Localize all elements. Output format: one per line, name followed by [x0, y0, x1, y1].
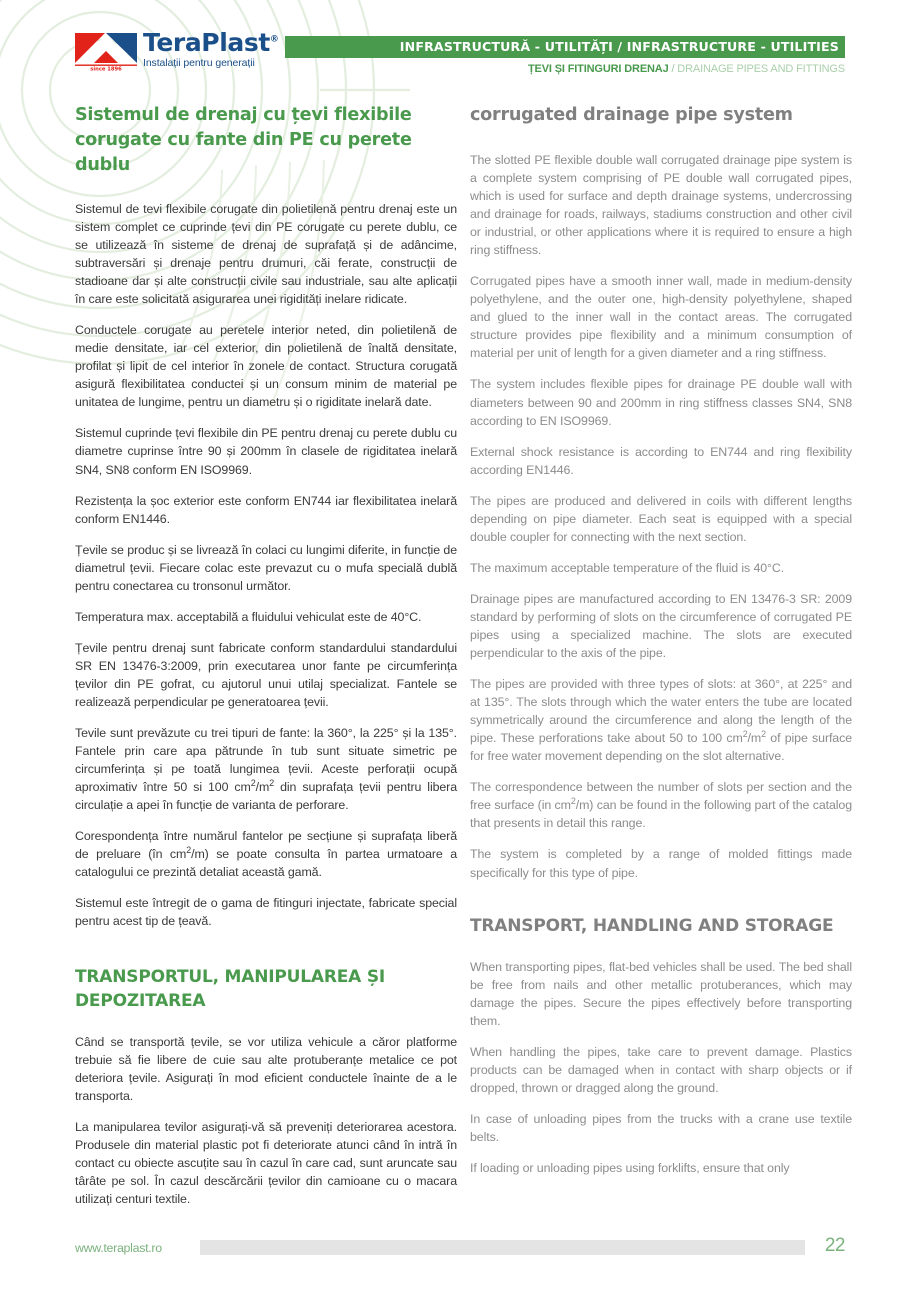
paragraph: Când se transportă țevile, se vor utiliza vehicule a căror platforme trebuie să fie libere de cuie sau alte protuberanțe metalice ce pot deteriora țevile. Asigurați în mod eficient conductele înainte de a le transporta. — [75, 1034, 457, 1103]
paragraph: Țevile se produc și se livrează în colaci cu lungimi diferite, in funcție de diametrul țevii. Fiecare colac este prevazut cu o mufa specială dublă pentru conectarea cu tronsonul următor. — [75, 542, 457, 593]
section-title-transport-ro: TRANSPORTUL, MANIPULAREA ȘI DEPOZITAREA — [75, 966, 385, 1011]
paragraph: Țevile pentru drenaj sunt fabricate conform standardului standardului SR EN 13476-3:2009, prin executarea unor fante pe circumferința țevilor din PE gofrat, cu ajutorul unui utilaj specializat. Fantele se realizează perpendicular pe generatoarea țevii. — [75, 640, 457, 709]
header-subtitle-en: DRAINAGE PIPES AND FITTINGS — [677, 63, 845, 75]
right-section-paragraphs — [470, 958, 852, 1177]
paragraph: Corespondența între numărul fantelor pe secțiune și suprafața liberă de preluare (în $cm^2/m$) se poate consulta în partea urmatoare a catalogului ce prezintă detaliat această gamă. — [75, 829, 458, 880]
paragraph: Temperatura max. acceptabilă a fluidului vehiculat este de 40°C. — [75, 609, 422, 624]
paragraph: Rezistența la șoc exterior este conform EN744 iar flexibilitatea inelară conform EN1446. — [75, 493, 457, 526]
right-body-paragraphs — [470, 151, 852, 882]
header-subtitle-separator: / — [668, 63, 678, 75]
left-body-paragraphs — [75, 200, 457, 931]
paragraph: The pipes are produced and delivered in coils with different lengths depending on pipe diameter. Each seat is equipped with a special double coupler for connecting with the next section. — [470, 493, 852, 544]
paragraph: In case of unloading pipes from the trucks with a crane use textile belts. — [470, 1112, 852, 1145]
footer-website-link[interactable]: www.teraplast.ro — [75, 1241, 162, 1255]
footer-page-number: 22 — [824, 1235, 845, 1256]
paragraph: Sistemul cuprinde țevi flexibile din PE pentru drenaj cu perete dublu cu diametre cuprinse între 90 și 200mm în clasele de rigiditatea inelară SN4, SN8 conform EN ISO9969. — [75, 426, 457, 477]
header-subtitle — [285, 63, 845, 75]
section-title-transport-en: TRANSPORT, HANDLING AND STORAGE — [470, 915, 834, 936]
page-title-en: corrugated drainage pipe system — [470, 105, 793, 125]
paragraph: The system is completed by a range of molded fittings made specifically for this type of pipe. — [470, 847, 852, 880]
paragraph: La manipularea tevilor asigurați-vă să preveniți deteriorarea acestora. Produsele din material plastic pot fi deteriorate atunci când în intră în contact cu obiecte ascuțite sau în cazul în care cad, sunt aruncate sau târâte pe sol. În cazul descărcării țevilor din camioane cu o macara utilizați centuri textile. — [75, 1119, 457, 1207]
page-footer — [75, 1235, 845, 1260]
paragraph: Sistemul de tevi flexibile corugate din polietilenă pentru drenaj este un sistem complet ce cuprinde țevi din PE corugate cu perete dublu, ce se utilizează în sisteme de drenaj de suprafață și de adâncime, subtraversări și drenaje pentru drumuri, căi ferate, construcții de stadioane dar și alte construcții civile sau industriale, sau alte aplicații în care este solicitată asigurarea unei rigidități inelare ridicate. — [75, 201, 457, 307]
paragraph: When transporting pipes, flat-bed vehicles shall be used. The bed shall be free from nails and other metallic protuberances, which may damage the pipes. Secure the pipes effectively before transporting them. — [470, 959, 852, 1028]
page-header — [75, 28, 845, 88]
left-column-romanian — [75, 103, 457, 1208]
header-banner-title: INFRASTRUCTURĂ - UTILITĂȚI / INFRASTRUCTURE - UTILITIES — [285, 36, 845, 58]
paragraph: If loading or unloading pipes using forklifts, ensure that only — [470, 1161, 790, 1176]
logo-tagline: Instalații pentru generații — [143, 57, 255, 69]
paragraph: The slotted PE flexible double wall corrugated drainage pipe system is a complete system comprising of PE double wall corrugated pipes, which is used for surface and depth drainage systems, undercrossing and drainage for roads, railways, stadiums construction and other civil or industrial, or other applications where it is required to ensure a high ring stiffness. — [470, 152, 852, 258]
header-subtitle-ro: ȚEVI ȘI FITINGURI DRENAJ — [527, 63, 669, 75]
registered-mark-icon: ® — [269, 34, 279, 45]
page-title-ro: Sistemul de drenaj cu țevi flexibile corugate cu fante din PE cu perete dublu — [75, 105, 412, 175]
logo-since-text: since 1896 — [90, 66, 122, 71]
paragraph: External shock resistance is according to EN744 and ring flexibility according EN1446. — [470, 444, 852, 477]
paragraph: The system includes flexible pipes for drainage PE double wall with diameters between 90 and 200mm in ring stiffness classes SN4, SN8 according to EN ISO9969. — [470, 377, 852, 428]
paragraph: The pipes are provided with three types of slots: at 360°, at 225° and at 135°. The slots through which the water enters the tube are located symmetrically around the circumference and along the length of the pipe. These perforations take about 50 to 100 $cm^2/m^2$ of pipe surface for free water movement depending on the slot alternative. — [470, 677, 852, 764]
left-section-paragraphs — [75, 1033, 457, 1208]
paragraph: The maximum acceptable temperature of the fluid is 40°C. — [470, 560, 785, 575]
paragraph: When handling the pipes, take care to prevent damage. Plastics products can be damaged when in contact with sharp objects or if dropped, thrown or dragged along the ground. — [470, 1044, 852, 1095]
paragraph: Sistemul este întregit de o gama de fitinguri injectate, fabricate special pentru acest tip de țeavă. — [75, 896, 457, 929]
logo-wordmark — [143, 30, 279, 69]
paragraph: Conductele corugate au peretele interior neted, din polietilenă de medie densitate, iar cel exterior, din polietilenă de înaltă densitate, profilat și lipit de cel interior în zonele de contact. Structura corugată asigură flexibilitatea conductei și un consum minim de material pe unitatea de lungime, pentru un diametru și o rigiditate inelară date. — [75, 323, 457, 410]
paragraph: The correspondence between the number of slots per section and the free surface (in $cm^2/m$) can be found in the following part of the catalog that presents in detail this range. — [470, 780, 853, 831]
right-column-english — [470, 103, 852, 1177]
footer-divider-bar — [200, 1240, 805, 1255]
paragraph: Corrugated pipes have a smooth inner wall, made in medium-density polyethylene, and the outer one, high-density polyethylene, shaped and glued to the inner wall in the contact areas. The corrugated structure provides pipe flexibility and a minimum consumption of material per unit of length for a given diameter and a ring stiffness. — [470, 274, 852, 361]
teraplast-logo-mark-icon — [75, 31, 137, 71]
logo-brand-name: TeraPlast® — [143, 28, 279, 57]
paragraph: Drainage pipes are manufactured according to EN 13476-3 SR: 2009 standard by performing of slots on the circumference of corrugated PE pipes using a specialized machine. The slots are executed perpendicular to the axis of the pipe. — [470, 591, 852, 661]
paragraph: Tevile sunt prevăzute cu trei tipuri de fante: la 360°, la 225° și la 135°. Fantele prin care apa pătrunde în tub sunt situate simetric pe circumferința și pe toată lungimea țevii. Aceste perforații ocupă aproximativ între 50 si 100 $cm^2/m^2$ din suprafața țevii pentru libera circulație a apei în funcție de varianta de perforare. — [75, 726, 457, 813]
